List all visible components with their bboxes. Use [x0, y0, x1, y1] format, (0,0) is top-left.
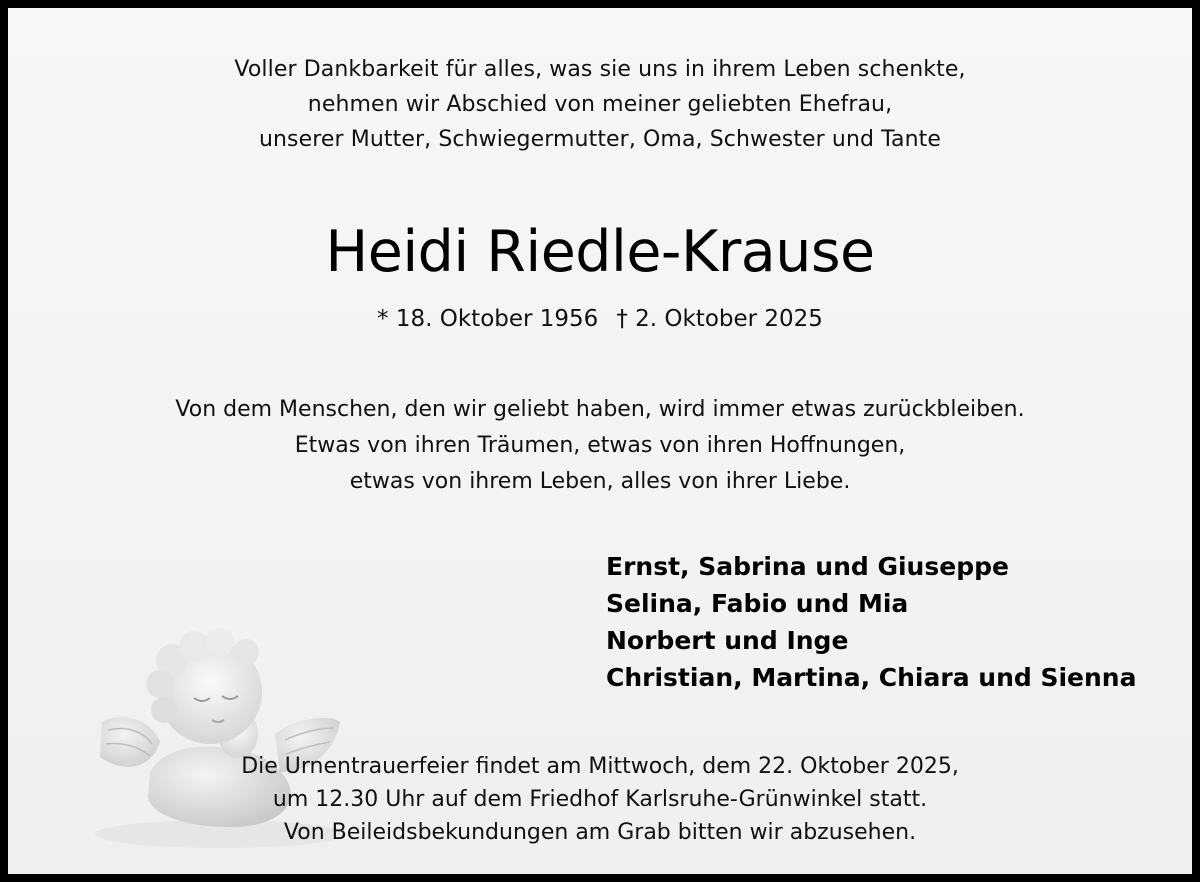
- intro-line: Voller Dankbarkeit für alles, was sie uns in ihrem Leben schenkte,: [234, 57, 966, 82]
- mourner-entry: Ernst, Sabrina und Giuseppe: [606, 552, 1009, 581]
- mourner-entry: Selina, Fabio und Mia: [606, 589, 909, 618]
- funeral-details: [8, 750, 1192, 849]
- intro-text: [8, 52, 1192, 157]
- funeral-line: um 12.30 Uhr auf dem Friedhof Karlsruhe-Grünwinkel statt.: [272, 787, 928, 812]
- funeral-line: Von Beileidsbekundungen am Grab bitten wir abzusehen.: [283, 820, 917, 845]
- mourner-entry: Christian, Martina, Chiara und Sienna: [606, 663, 1137, 692]
- mourner-entry: Norbert und Inge: [606, 626, 849, 655]
- quote-line: Von dem Menschen, den wir geliebt haben, wird immer etwas zurückbleiben.: [175, 397, 1025, 422]
- life-dates: [8, 302, 1192, 336]
- intro-line: nehmen wir Abschied von meiner geliebten Ehefrau,: [307, 92, 893, 117]
- memorial-quote: [8, 392, 1192, 500]
- deceased-name: Heidi Riedle-Krause: [325, 219, 875, 285]
- quote-line: Etwas von ihren Träumen, etwas von ihren Hoffnungen,: [294, 433, 906, 458]
- quote-line: etwas von ihrem Leben, alles von ihrer Liebe.: [349, 469, 851, 494]
- birth-date: * 18. Oktober 1956: [377, 306, 599, 332]
- intro-line: unserer Mutter, Schwiegermutter, Oma, Schwester und Tante: [258, 127, 942, 152]
- death-date: † 2. Oktober 2025: [616, 306, 823, 332]
- funeral-line: Die Urnentrauerfeier findet am Mittwoch, dem 22. Oktober 2025,: [241, 754, 959, 779]
- mourners-list: [606, 548, 1136, 696]
